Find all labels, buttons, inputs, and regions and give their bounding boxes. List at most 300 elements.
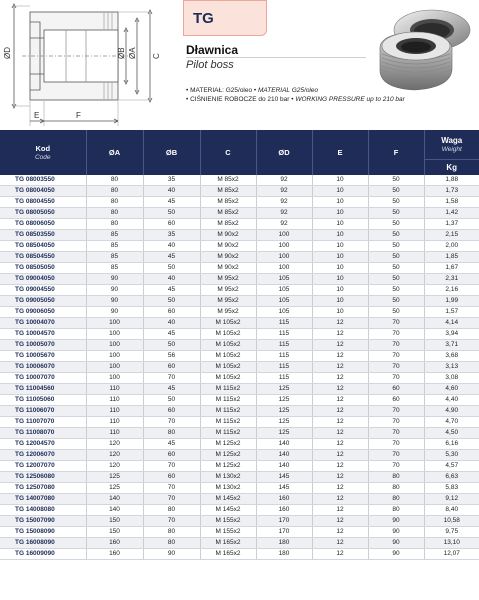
cell-a: 90 bbox=[86, 285, 143, 296]
cell-b: 70 bbox=[143, 461, 200, 472]
cell-d: 170 bbox=[256, 516, 312, 527]
cell-weight: 13,10 bbox=[424, 538, 479, 549]
cell-b: 90 bbox=[143, 549, 200, 560]
cell-a: 100 bbox=[86, 318, 143, 329]
cell-f: 50 bbox=[368, 285, 424, 296]
cell-f: 70 bbox=[368, 318, 424, 329]
spec-material-en: MATERIAL G25/oleo bbox=[258, 87, 319, 94]
cell-weight: 4,90 bbox=[424, 406, 479, 417]
cell-c: M 105x2 bbox=[200, 373, 256, 384]
cell-f: 80 bbox=[368, 483, 424, 494]
cell-a: 150 bbox=[86, 527, 143, 538]
table-row bbox=[0, 549, 479, 560]
cell-f: 70 bbox=[368, 340, 424, 351]
cell-a: 85 bbox=[86, 241, 143, 252]
header-waga-sub: Weight bbox=[441, 145, 462, 153]
cell-weight: 4,40 bbox=[424, 395, 479, 406]
cell-a: 110 bbox=[86, 406, 143, 417]
cell-code: TG 08005050 bbox=[0, 208, 86, 219]
cell-weight: 2,15 bbox=[424, 230, 479, 241]
cell-a: 85 bbox=[86, 263, 143, 274]
cell-c: M 95x2 bbox=[200, 285, 256, 296]
cell-c: M 145x2 bbox=[200, 494, 256, 505]
cell-weight: 2,00 bbox=[424, 241, 479, 252]
cell-e: 10 bbox=[312, 296, 368, 307]
cell-c: M 115x2 bbox=[200, 417, 256, 428]
cell-f: 50 bbox=[368, 208, 424, 219]
cell-c: M 165x2 bbox=[200, 538, 256, 549]
cell-d: 145 bbox=[256, 483, 312, 494]
cell-c: M 145x2 bbox=[200, 505, 256, 516]
cell-d: 105 bbox=[256, 307, 312, 318]
cell-e: 10 bbox=[312, 285, 368, 296]
cell-a: 80 bbox=[86, 197, 143, 208]
cell-c: M 85x2 bbox=[200, 197, 256, 208]
cell-d: 115 bbox=[256, 318, 312, 329]
cell-c: M 95x2 bbox=[200, 274, 256, 285]
cell-d: 160 bbox=[256, 494, 312, 505]
spec-pressure: • CIŚNIENIE ROBOCZE do 210 bar • WORKING PRESSURE up to 210 bar bbox=[186, 96, 405, 103]
cell-e: 10 bbox=[312, 219, 368, 230]
cell-c: M 90x2 bbox=[200, 241, 256, 252]
cell-a: 85 bbox=[86, 230, 143, 241]
cell-code: TG 12507080 bbox=[0, 483, 86, 494]
cell-e: 12 bbox=[312, 494, 368, 505]
cell-e: 10 bbox=[312, 230, 368, 241]
cell-d: 100 bbox=[256, 230, 312, 241]
cell-d: 180 bbox=[256, 538, 312, 549]
product-photo bbox=[370, 4, 474, 96]
table-row bbox=[0, 252, 479, 263]
cell-b: 45 bbox=[143, 439, 200, 450]
cell-e: 10 bbox=[312, 208, 368, 219]
cell-c: M 130x2 bbox=[200, 483, 256, 494]
cell-weight: 1,85 bbox=[424, 252, 479, 263]
cell-weight: 4,57 bbox=[424, 461, 479, 472]
cell-d: 115 bbox=[256, 329, 312, 340]
cell-a: 100 bbox=[86, 362, 143, 373]
cell-f: 90 bbox=[368, 516, 424, 527]
cell-code: TG 10005070 bbox=[0, 340, 86, 351]
cell-weight: 3,94 bbox=[424, 329, 479, 340]
cell-c: M 105x2 bbox=[200, 329, 256, 340]
cell-f: 80 bbox=[368, 472, 424, 483]
cell-weight: 1,42 bbox=[424, 208, 479, 219]
cell-code: TG 15007090 bbox=[0, 516, 86, 527]
spec-pressure-pl: CIŚNIENIE ROBOCZE do 210 bar bbox=[190, 96, 290, 103]
cell-code: TG 08004550 bbox=[0, 197, 86, 208]
table-row bbox=[0, 197, 479, 208]
cell-weight: 1,88 bbox=[424, 175, 479, 186]
cell-b: 45 bbox=[143, 329, 200, 340]
cell-d: 160 bbox=[256, 505, 312, 516]
table-row bbox=[0, 494, 479, 505]
cell-e: 12 bbox=[312, 373, 368, 384]
cell-c: M 105x2 bbox=[200, 340, 256, 351]
cell-code: TG 08505050 bbox=[0, 263, 86, 274]
cell-f: 50 bbox=[368, 175, 424, 186]
cell-d: 100 bbox=[256, 252, 312, 263]
table-row bbox=[0, 296, 479, 307]
cell-a: 100 bbox=[86, 351, 143, 362]
table-row bbox=[0, 340, 479, 351]
cell-c: M 155x2 bbox=[200, 516, 256, 527]
cell-c: M 105x2 bbox=[200, 318, 256, 329]
cell-a: 100 bbox=[86, 329, 143, 340]
cell-f: 70 bbox=[368, 362, 424, 373]
cell-code: TG 09006050 bbox=[0, 307, 86, 318]
table-row bbox=[0, 516, 479, 527]
cell-c: M 115x2 bbox=[200, 395, 256, 406]
cell-weight: 4,70 bbox=[424, 417, 479, 428]
table-row bbox=[0, 428, 479, 439]
table-row bbox=[0, 483, 479, 494]
cell-code: TG 15008090 bbox=[0, 527, 86, 538]
cell-b: 45 bbox=[143, 197, 200, 208]
cell-a: 125 bbox=[86, 472, 143, 483]
cell-d: 100 bbox=[256, 241, 312, 252]
cell-e: 12 bbox=[312, 329, 368, 340]
cell-a: 80 bbox=[86, 175, 143, 186]
cell-weight: 6,16 bbox=[424, 439, 479, 450]
cell-c: M 105x2 bbox=[200, 362, 256, 373]
table-row bbox=[0, 208, 479, 219]
cell-a: 140 bbox=[86, 494, 143, 505]
cell-code: TG 08006050 bbox=[0, 219, 86, 230]
cell-code: TG 14008080 bbox=[0, 505, 86, 516]
cell-f: 70 bbox=[368, 461, 424, 472]
cell-e: 12 bbox=[312, 384, 368, 395]
cell-d: 105 bbox=[256, 285, 312, 296]
cell-code: TG 08003550 bbox=[0, 175, 86, 186]
cell-e: 12 bbox=[312, 516, 368, 527]
cell-a: 110 bbox=[86, 384, 143, 395]
cell-code: TG 10004070 bbox=[0, 318, 86, 329]
product-subtitle: Pilot boss bbox=[186, 59, 234, 71]
cell-c: M 85x2 bbox=[200, 208, 256, 219]
cell-b: 50 bbox=[143, 340, 200, 351]
cell-code: TG 10005670 bbox=[0, 351, 86, 362]
cell-a: 80 bbox=[86, 208, 143, 219]
cell-a: 90 bbox=[86, 274, 143, 285]
cell-weight: 3,13 bbox=[424, 362, 479, 373]
cell-a: 90 bbox=[86, 307, 143, 318]
cell-f: 50 bbox=[368, 274, 424, 285]
cell-code: TG 11004560 bbox=[0, 384, 86, 395]
cell-c: M 115x2 bbox=[200, 406, 256, 417]
cell-d: 105 bbox=[256, 274, 312, 285]
product-table bbox=[0, 130, 479, 560]
cell-b: 80 bbox=[143, 505, 200, 516]
label-d: ØD bbox=[3, 47, 12, 59]
table-row bbox=[0, 439, 479, 450]
cell-weight: 8,40 bbox=[424, 505, 479, 516]
column-header-kod bbox=[0, 130, 86, 175]
cell-f: 60 bbox=[368, 384, 424, 395]
cell-d: 125 bbox=[256, 406, 312, 417]
cell-weight: 3,68 bbox=[424, 351, 479, 362]
header-waga: Waga bbox=[441, 135, 463, 145]
cell-d: 115 bbox=[256, 340, 312, 351]
cell-weight: 5,30 bbox=[424, 450, 479, 461]
cell-b: 70 bbox=[143, 373, 200, 384]
cell-a: 90 bbox=[86, 296, 143, 307]
cell-code: TG 11006070 bbox=[0, 406, 86, 417]
cell-weight: 1,67 bbox=[424, 263, 479, 274]
cell-e: 10 bbox=[312, 307, 368, 318]
cell-code: TG 12004570 bbox=[0, 439, 86, 450]
cell-b: 40 bbox=[143, 186, 200, 197]
cell-f: 80 bbox=[368, 505, 424, 516]
cell-e: 10 bbox=[312, 175, 368, 186]
cell-f: 90 bbox=[368, 538, 424, 549]
cell-b: 70 bbox=[143, 483, 200, 494]
cell-f: 50 bbox=[368, 197, 424, 208]
cell-d: 125 bbox=[256, 428, 312, 439]
cell-d: 92 bbox=[256, 186, 312, 197]
cell-b: 40 bbox=[143, 241, 200, 252]
cell-a: 100 bbox=[86, 340, 143, 351]
title-divider bbox=[186, 57, 366, 58]
table-row bbox=[0, 406, 479, 417]
header-kod: Kod bbox=[35, 144, 51, 153]
cell-c: M 155x2 bbox=[200, 527, 256, 538]
cell-f: 70 bbox=[368, 329, 424, 340]
cell-a: 140 bbox=[86, 505, 143, 516]
cell-code: TG 11007070 bbox=[0, 417, 86, 428]
cell-b: 50 bbox=[143, 208, 200, 219]
cell-e: 12 bbox=[312, 472, 368, 483]
cell-a: 110 bbox=[86, 417, 143, 428]
cell-a: 80 bbox=[86, 186, 143, 197]
cell-e: 12 bbox=[312, 417, 368, 428]
cell-code: TG 11005060 bbox=[0, 395, 86, 406]
cell-b: 60 bbox=[143, 307, 200, 318]
cell-e: 10 bbox=[312, 241, 368, 252]
cell-weight: 2,16 bbox=[424, 285, 479, 296]
cell-c: M 165x2 bbox=[200, 549, 256, 560]
cell-d: 115 bbox=[256, 373, 312, 384]
cell-b: 60 bbox=[143, 362, 200, 373]
cell-d: 140 bbox=[256, 450, 312, 461]
label-e: E bbox=[34, 111, 40, 120]
column-header-d: ØD bbox=[256, 130, 312, 175]
table-row bbox=[0, 318, 479, 329]
cell-e: 12 bbox=[312, 428, 368, 439]
spec-pressure-en: WORKING PRESSURE up to 210 bar bbox=[295, 96, 405, 103]
table-row bbox=[0, 472, 479, 483]
table-row bbox=[0, 263, 479, 274]
cell-code: TG 10006070 bbox=[0, 362, 86, 373]
cell-weight: 4,50 bbox=[424, 428, 479, 439]
cell-d: 92 bbox=[256, 208, 312, 219]
cell-code: TG 10007070 bbox=[0, 373, 86, 384]
cell-code: TG 16009090 bbox=[0, 549, 86, 560]
cell-code: TG 16008090 bbox=[0, 538, 86, 549]
cell-c: M 90x2 bbox=[200, 230, 256, 241]
cell-b: 45 bbox=[143, 252, 200, 263]
cell-b: 50 bbox=[143, 395, 200, 406]
cell-e: 10 bbox=[312, 197, 368, 208]
cell-b: 80 bbox=[143, 527, 200, 538]
cell-f: 70 bbox=[368, 450, 424, 461]
product-title: Dławnica bbox=[186, 43, 239, 57]
cell-b: 80 bbox=[143, 538, 200, 549]
cell-b: 40 bbox=[143, 274, 200, 285]
cell-weight: 1,99 bbox=[424, 296, 479, 307]
cell-code: TG 09005050 bbox=[0, 296, 86, 307]
cell-e: 12 bbox=[312, 505, 368, 516]
cell-c: M 85x2 bbox=[200, 175, 256, 186]
column-header-c: C bbox=[200, 130, 256, 175]
cell-e: 12 bbox=[312, 340, 368, 351]
label-f: F bbox=[76, 111, 81, 120]
cell-a: 120 bbox=[86, 439, 143, 450]
label-c: C bbox=[152, 53, 161, 59]
cell-a: 120 bbox=[86, 461, 143, 472]
cell-f: 70 bbox=[368, 406, 424, 417]
cell-b: 70 bbox=[143, 516, 200, 527]
cell-a: 80 bbox=[86, 219, 143, 230]
cell-b: 70 bbox=[143, 494, 200, 505]
cell-d: 125 bbox=[256, 417, 312, 428]
table-row bbox=[0, 351, 479, 362]
cell-d: 105 bbox=[256, 296, 312, 307]
cell-weight: 1,58 bbox=[424, 197, 479, 208]
cell-e: 12 bbox=[312, 461, 368, 472]
cell-e: 10 bbox=[312, 252, 368, 263]
cell-f: 50 bbox=[368, 252, 424, 263]
cell-e: 12 bbox=[312, 538, 368, 549]
cell-a: 160 bbox=[86, 538, 143, 549]
cell-e: 10 bbox=[312, 263, 368, 274]
cell-f: 50 bbox=[368, 219, 424, 230]
cell-d: 92 bbox=[256, 175, 312, 186]
cell-d: 170 bbox=[256, 527, 312, 538]
cell-d: 145 bbox=[256, 472, 312, 483]
product-tag-text: TG bbox=[193, 10, 214, 27]
cell-weight: 2,31 bbox=[424, 274, 479, 285]
table-row bbox=[0, 373, 479, 384]
table-body bbox=[0, 175, 479, 560]
cell-e: 12 bbox=[312, 406, 368, 417]
cell-b: 60 bbox=[143, 219, 200, 230]
cell-f: 70 bbox=[368, 417, 424, 428]
cell-b: 45 bbox=[143, 285, 200, 296]
cell-a: 110 bbox=[86, 428, 143, 439]
cell-c: M 125x2 bbox=[200, 450, 256, 461]
table-row bbox=[0, 241, 479, 252]
cell-a: 85 bbox=[86, 252, 143, 263]
cell-d: 125 bbox=[256, 395, 312, 406]
cell-c: M 95x2 bbox=[200, 307, 256, 318]
cell-c: M 125x2 bbox=[200, 439, 256, 450]
cell-f: 70 bbox=[368, 439, 424, 450]
cell-code: TG 08504050 bbox=[0, 241, 86, 252]
cell-f: 90 bbox=[368, 549, 424, 560]
cell-b: 80 bbox=[143, 428, 200, 439]
table-row bbox=[0, 362, 479, 373]
cell-b: 60 bbox=[143, 472, 200, 483]
cell-e: 12 bbox=[312, 351, 368, 362]
cell-weight: 1,57 bbox=[424, 307, 479, 318]
table-row bbox=[0, 505, 479, 516]
cell-weight: 3,71 bbox=[424, 340, 479, 351]
cell-b: 70 bbox=[143, 417, 200, 428]
cell-d: 115 bbox=[256, 351, 312, 362]
table-row bbox=[0, 450, 479, 461]
cell-f: 60 bbox=[368, 395, 424, 406]
cell-c: M 130x2 bbox=[200, 472, 256, 483]
technical-drawing bbox=[0, 0, 180, 130]
cell-code: TG 10004570 bbox=[0, 329, 86, 340]
cell-weight: 4,60 bbox=[424, 384, 479, 395]
cell-b: 60 bbox=[143, 406, 200, 417]
cell-weight: 4,14 bbox=[424, 318, 479, 329]
cell-weight: 3,08 bbox=[424, 373, 479, 384]
column-header-b: ØB bbox=[143, 130, 200, 175]
column-header-kg: Kg bbox=[424, 159, 479, 175]
table-row bbox=[0, 395, 479, 406]
cell-code: TG 12007070 bbox=[0, 461, 86, 472]
cell-weight: 9,12 bbox=[424, 494, 479, 505]
cell-e: 12 bbox=[312, 395, 368, 406]
cell-f: 50 bbox=[368, 263, 424, 274]
cell-c: M 95x2 bbox=[200, 296, 256, 307]
table-row bbox=[0, 285, 479, 296]
cell-d: 125 bbox=[256, 384, 312, 395]
cell-b: 56 bbox=[143, 351, 200, 362]
cell-c: M 90x2 bbox=[200, 263, 256, 274]
cell-e: 12 bbox=[312, 362, 368, 373]
cell-b: 40 bbox=[143, 318, 200, 329]
cell-code: TG 14007080 bbox=[0, 494, 86, 505]
cell-e: 10 bbox=[312, 186, 368, 197]
cell-weight: 9,75 bbox=[424, 527, 479, 538]
cell-e: 12 bbox=[312, 483, 368, 494]
cell-b: 35 bbox=[143, 175, 200, 186]
cell-a: 125 bbox=[86, 483, 143, 494]
table-row bbox=[0, 417, 479, 428]
cell-b: 35 bbox=[143, 230, 200, 241]
cell-code: TG 12506080 bbox=[0, 472, 86, 483]
cell-weight: 12,07 bbox=[424, 549, 479, 560]
cell-a: 160 bbox=[86, 549, 143, 560]
cell-d: 100 bbox=[256, 263, 312, 274]
table-row bbox=[0, 307, 479, 318]
cell-d: 140 bbox=[256, 461, 312, 472]
cell-f: 50 bbox=[368, 186, 424, 197]
cell-e: 12 bbox=[312, 450, 368, 461]
cell-code: TG 09004050 bbox=[0, 274, 86, 285]
cell-weight: 1,37 bbox=[424, 219, 479, 230]
cell-c: M 125x2 bbox=[200, 461, 256, 472]
spec-material-pl: MATERIAŁ: G25/oleo bbox=[190, 87, 253, 94]
cell-d: 92 bbox=[256, 219, 312, 230]
cell-e: 10 bbox=[312, 274, 368, 285]
cell-b: 60 bbox=[143, 450, 200, 461]
cell-a: 150 bbox=[86, 516, 143, 527]
table-row bbox=[0, 186, 479, 197]
table-row bbox=[0, 538, 479, 549]
cell-weight: 1,73 bbox=[424, 186, 479, 197]
cell-c: M 115x2 bbox=[200, 428, 256, 439]
cell-f: 70 bbox=[368, 373, 424, 384]
cell-code: TG 09004550 bbox=[0, 285, 86, 296]
cell-f: 70 bbox=[368, 428, 424, 439]
cell-f: 90 bbox=[368, 527, 424, 538]
table-row bbox=[0, 329, 479, 340]
